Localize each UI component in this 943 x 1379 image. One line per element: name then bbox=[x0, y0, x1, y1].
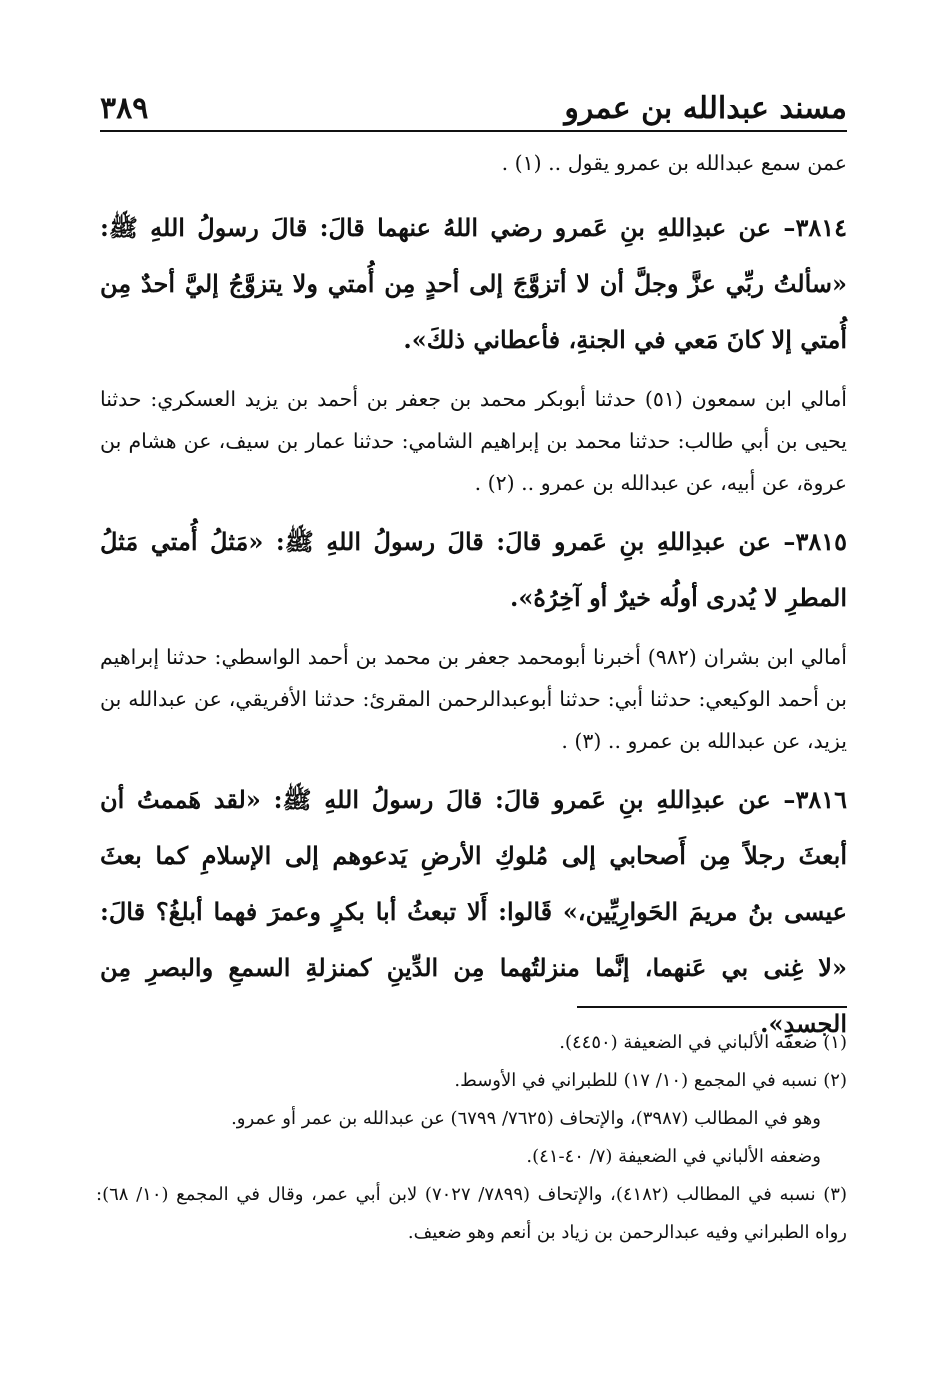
source-3814: أمالي ابن سمعون (٥١) حدثنا أبوبكر محمد بن جعفر بن أحمد بن يزيد العسكري: حدثنا يحيى بن أبي طالب: حدثنا محمد بن إبراهيم الشامي: حدثنا عمار بن سيف، عن هشام بن عروة، عن أبيه، عن عبدالله بن عمرو .. (٢) . bbox=[100, 387, 847, 495]
hadith-3815: ٣٨١٥– عن عبدِاللهِ بنِ عَمرو قالَ: قالَ رسولُ اللهِ ﷺ: «مَثلُ أُمتي مَثلُ المطرِ لا يُدرى أولُه خيرٌ أو آخِرُهُ». bbox=[100, 527, 847, 612]
page-number: ٣٨٩ bbox=[100, 91, 149, 126]
continuation-text: عمن سمع عبدالله بن عمرو يقول .. (١) . bbox=[501, 151, 847, 175]
footnote-2-line-3: وضعفه الألباني في الضعيفة (٧/ ٤٠-٤١). bbox=[526, 1146, 821, 1167]
page-header bbox=[100, 84, 847, 132]
footnote-3: (٣) نسبه في المطالب (٤١٨٢)، والإتحاف (٧٨٩٩/ ٧٠٢٧) لابن أبي عمر، وقال في المجمع (١٠/ ٦٨): رواه الطبراني وفيه عبدالرحمن بن زياد بن أنعم وهو ضعيف. bbox=[96, 1184, 847, 1243]
running-title: مسند عبدالله بن عمرو bbox=[564, 91, 847, 126]
hadith-3816: ٣٨١٦– عن عبدِاللهِ بنِ عَمرو قالَ: قالَ رسولُ اللهِ ﷺ: «لقد هَممتُ أن أبعثَ رجلاً مِن أَصحابي إلى مُلوكِ الأرضِ يَدعوهم إلى الإسلامِ كما بعثَ عيسى بنُ مريمَ الحَوارِيِّين،» قَالوا: أَلا تبعثُ أبا بكرٍ وعمرَ فهما أبلغُ؟ قالَ: «لا غِنى بي عَنهما، إنَّما منزلتُهما مِن الدِّينِ كمنزلةِ السمعِ والبصرِ مِن الجسدِ». bbox=[100, 785, 847, 1038]
footnotes bbox=[96, 1024, 847, 1252]
hadith-3814: ٣٨١٤– عن عبدِاللهِ بنِ عَمرو رضي اللهُ عنهما قالَ: قالَ رسولُ اللهِ ﷺ: «سألتُ ربِّي عزَّ وجلَّ أن لا أتزوَّجَ إلى أحدٍ مِن أُمتي ولا يتزوَّجُ إليَّ أحدٌ مِن أُمتي إلا كانَ مَعي في الجنةِ، فأعطاني ذلكَ». bbox=[100, 213, 847, 354]
source-3815: أمالي ابن بشران (٩٨٢) أخبرنا أبومحمد جعفر بن محمد بن أحمد الواسطي: حدثنا إبراهيم بن أحمد الوكيعي: حدثنا أبي: حدثنا أبوعبدالرحمن المقرئ: حدثنا الأفريقي، عن عبدالله بن يزيد، عن عبدالله بن عمرو .. (٣) . bbox=[100, 645, 847, 753]
footnote-2-line-2: وهو في المطالب (٣٩٨٧)، والإتحاف (٧٦٢٥/ ٦٧٩٩) عن عبدالله بن عمر أو عمرو. bbox=[231, 1108, 821, 1129]
footnote-divider bbox=[577, 1006, 847, 1008]
footnote-1: (١) ضعفه الألباني في الضعيفة (٤٤٥٠). bbox=[559, 1032, 847, 1053]
page-body bbox=[100, 142, 847, 1052]
footnote-2: (٢) نسبه في المجمع (١٠/ ١٧) للطبراني في الأوسط. bbox=[454, 1070, 847, 1091]
